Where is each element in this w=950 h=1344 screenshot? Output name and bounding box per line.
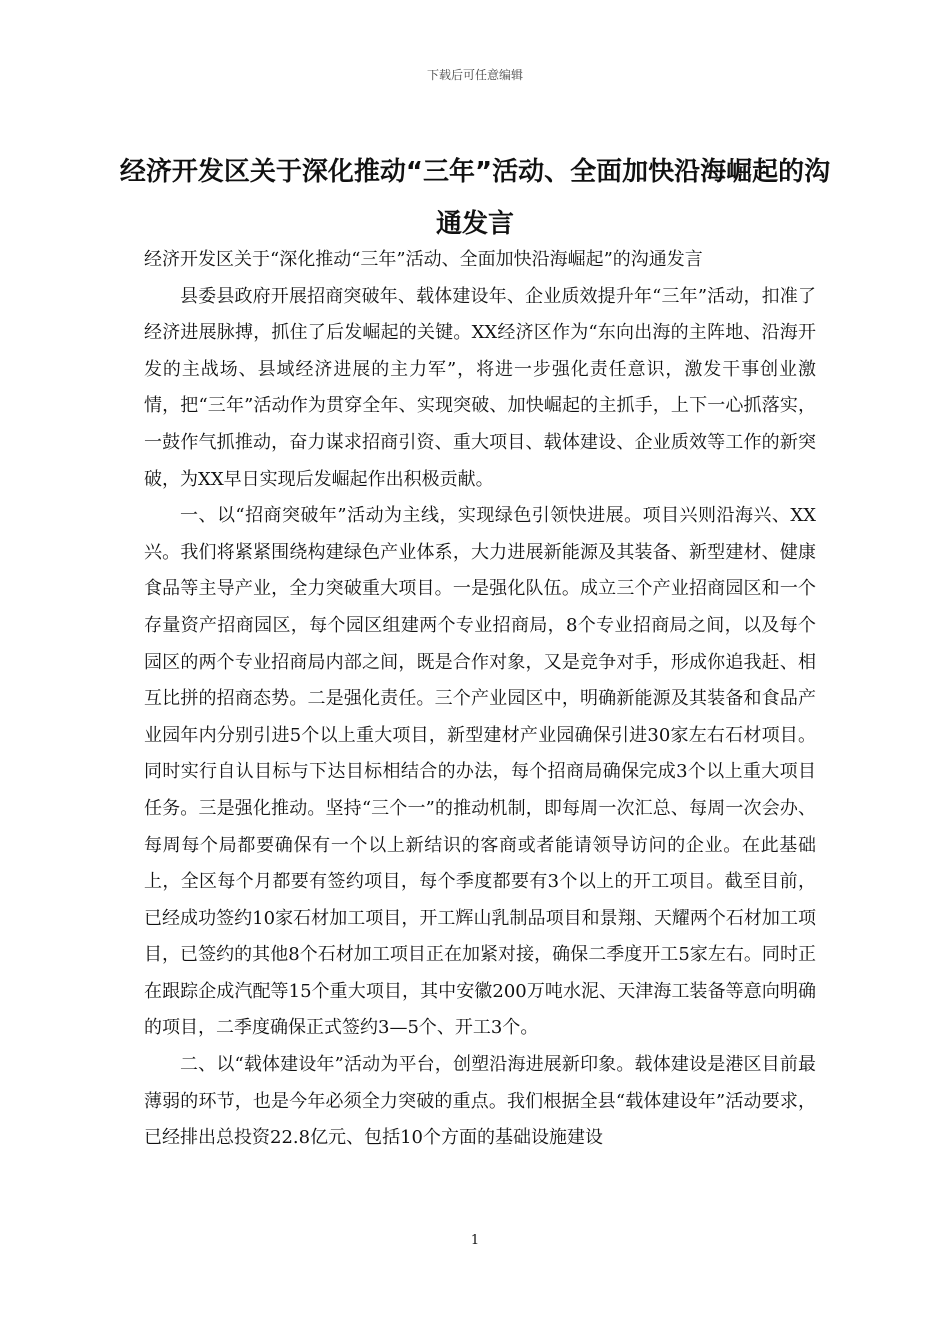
header-note: 下载后可任意编辑 — [426, 68, 523, 82]
paragraph-section-one: 一、以“招商突破年”活动为主线，实现绿色引领快进展。项目兴则沿海兴、XX兴。我们将紧紧围绕构建绿色产业体系，大力进展新能源及其装备、新型建材、健康食品等主导产业，全力突破重大项目。一是强化队伍。成立三个产业招商园区和一个存量资产招商园区，每个园区组建两个专业招商局，8个专业招商局之间，以及每个园区的两个专业招商局内部之间，既是合作对象，又是竞争对手，形成你追我赶、相互比拼的招商态势。二是强化责任。三个产业园区中，明确新能源及其装备和食品产业园年内分别引进5个以上重大项目，新型建材产业园确保引进30家左右石材项目。同时实行自认目标与下达目标相结合的办法，每个招商局确保完成3个以上重大项目任务。三是强化推动。坚持“三个一”的推动机制，即每周一次汇总、每周一次会办、每周每个局都要确保有一个以上新结识的客商或者能请领导访问的企业。在此基础上，全区每个月都要有签约项目，每个季度都要有3个以上的开工项目。截至目前，已经成功签约10家石材加工项目，开工辉山乳制品项目和景翔、天耀两个石材加工项目，已签约的其他8个石材加工项目正在加紧对接，确保二季度开工5家左右。同时正在跟踪企成汽配等15个重大项目，其中安徽200万吨水泥、天津海工装备等意向明确的项目，二季度确保正式签约3—5个、开工3个。 — [144, 505, 816, 1039]
document-body — [144, 242, 816, 1157]
paragraph-section-two: 二、以“载体建设年”活动为平台，创塑沿海进展新印象。载体建设是港区目前最薄弱的环节，也是今年必须全力突破的重点。我们根据全县“载体建设年”活动要求，已经排出总投资22.8亿元、包括10个方面的基础设施建设 — [144, 1054, 816, 1149]
document-subtitle: 经济开发区关于“深化推动“三年”活动、全面加快沿海崛起”的沟通发言 — [144, 249, 703, 270]
paragraph-intro: 县委县政府开展招商突破年、载体建设年、企业质效提升年“三年”活动，扣准了经济进展脉搏，抓住了后发崛起的关键。XX经济区作为“东向出海的主阵地、沿海开发的主战场、县域经济进展的主力军”，将进一步强化责任意识，激发干事创业激情，把“三年”活动作为贯穿全年、实现突破、加快崛起的主抓手，上下一心抓落实，一鼓作气抓推动，奋力谋求招商引资、重大项目、载体建设、企业质效等工作的新突破，为XX早日实现后发崛起作出积极贡献。 — [144, 285, 816, 490]
document-title: 经济开发区关于深化推动“三年”活动、全面加快沿海崛起的沟通发言 — [119, 157, 831, 239]
page-number: 1 — [470, 1233, 480, 1248]
